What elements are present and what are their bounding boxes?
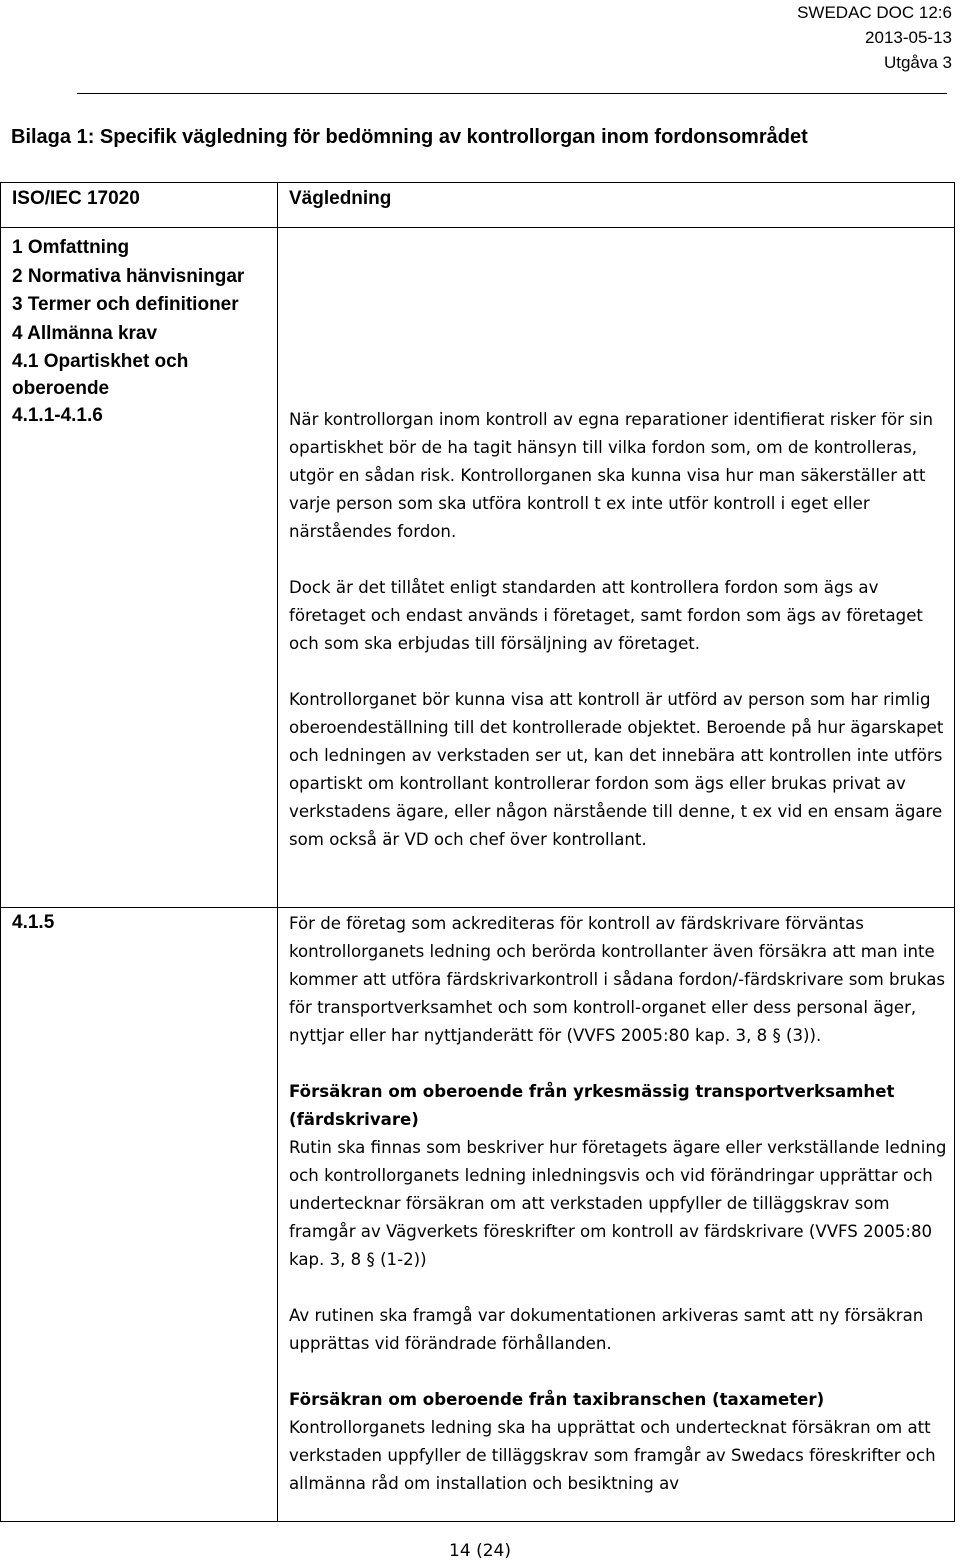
guidance-paragraph: När kontrollorgan inom kontroll av egna reparationer identifierat risker för sin opartiskhet bör de ha tagit hänsyn till vilka fordon som, om de kontrolleras, utgör en sådan risk. Kontrollorganen ska kunna visa hur man säkerställer att varje person som ska utföra kontroll t ex inte utför kontroll i eget eller närståendes fordon. bbox=[289, 410, 933, 541]
row2-guidance bbox=[289, 910, 949, 1498]
guidance-paragraph: För de företag som ackrediteras för kontroll av färdskrivare förväntas kontrollorganets ledning och berörda kontrollanter även försäkra att man inte kommer att utföra färdskrivarkontroll i sådana fordon/-färdskrivare som brukas för transportverksamhet och som kontroll-organet eller dess personal äger, nyttjar eller har nyttjanderätt för (VVFS 2005:80 kap. 3, 8 § (3)). bbox=[289, 914, 946, 1045]
section-item: 4 Allmänna krav bbox=[12, 322, 158, 344]
page-title: Bilaga 1: Specifik vägledning för bedömning av kontrollorgan inom fordonsområdet bbox=[11, 126, 808, 148]
guidance-paragraph: Kontrollorganet bör kunna visa att kontroll är utförd av person som har rimlig oberoendeställning till det kontrollerade objektet. Beroende på hur ägarskapet och ledningen av verkstaden ser ut, kan det innebära att kontrollen inte utförs opartiskt om kontrollant kontrollerar fordon som ägs eller brukas privat av verkstadens ägare, eller någon närstående till denne, t ex vid en ensam ägare som också är VD och chef över kontrollant. bbox=[289, 690, 944, 849]
guidance-paragraph: Av rutinen ska framgå var dokumentationen arkiveras samt att ny försäkran upprättas vid förändrade förhållanden. bbox=[289, 1306, 924, 1353]
subheading: Försäkran om oberoende från taxibranschen (taxameter) bbox=[289, 1390, 825, 1409]
doc-date: 2013-05-13 bbox=[865, 28, 952, 47]
section-item: 1 Omfattning bbox=[12, 237, 130, 258]
section-item: oberoende bbox=[12, 378, 110, 399]
col-header-right: Vägledning bbox=[289, 188, 392, 209]
page-header bbox=[797, 0, 952, 75]
row1-ref: 4.1.1-4.1.6 bbox=[12, 405, 103, 426]
section-item: 3 Termer och definitioner bbox=[12, 294, 239, 315]
section-item: 2 Normativa hänvisningar bbox=[12, 265, 245, 287]
row-divider bbox=[1, 227, 954, 228]
header-rule bbox=[77, 93, 947, 94]
subheading: Försäkran om oberoende från yrkesmässig transportverksamhet (färdskrivare) bbox=[289, 1082, 895, 1129]
guidance-table bbox=[0, 182, 955, 1522]
column-divider bbox=[277, 183, 278, 1521]
row1-guidance bbox=[289, 406, 949, 854]
col-header-left: ISO/IEC 17020 bbox=[12, 188, 140, 209]
section-list bbox=[12, 234, 244, 431]
doc-id: SWEDAC DOC 12:6 bbox=[797, 3, 952, 22]
guidance-paragraph: Rutin ska finnas som beskriver hur företagets ägare eller verkställande ledning och kontrollorganets ledning inledningsvis och vid förändringar upprättar och undertecknar försäkran om att verkstaden uppfyller de tilläggskrav som framgår av Vägverkets föreskrifter om kontroll av färdskrivare (VVFS 2005:80 kap. 3, 8 § (1-2)) bbox=[289, 1138, 947, 1269]
row-divider bbox=[1, 907, 954, 908]
row2-ref: 4.1.5 bbox=[12, 912, 55, 933]
guidance-paragraph: Dock är det tillåtet enligt standarden att kontrollera fordon som ägs av företaget och endast används i företaget, samt fordon som ägs av företaget och som ska erbjudas till försäljning av företaget. bbox=[289, 578, 923, 653]
doc-edition: Utgåva 3 bbox=[883, 53, 952, 72]
guidance-paragraph: Kontrollorganets ledning ska ha upprättat och undertecknat försäkran om att verkstaden uppfyller de tilläggskrav som framgår av Swedacs föreskrifter och allmänna råd om installation och besiktning av bbox=[289, 1418, 936, 1493]
section-item: 4.1 Opartiskhet och bbox=[12, 351, 189, 372]
page-number: 14 (24) bbox=[449, 1541, 511, 1561]
